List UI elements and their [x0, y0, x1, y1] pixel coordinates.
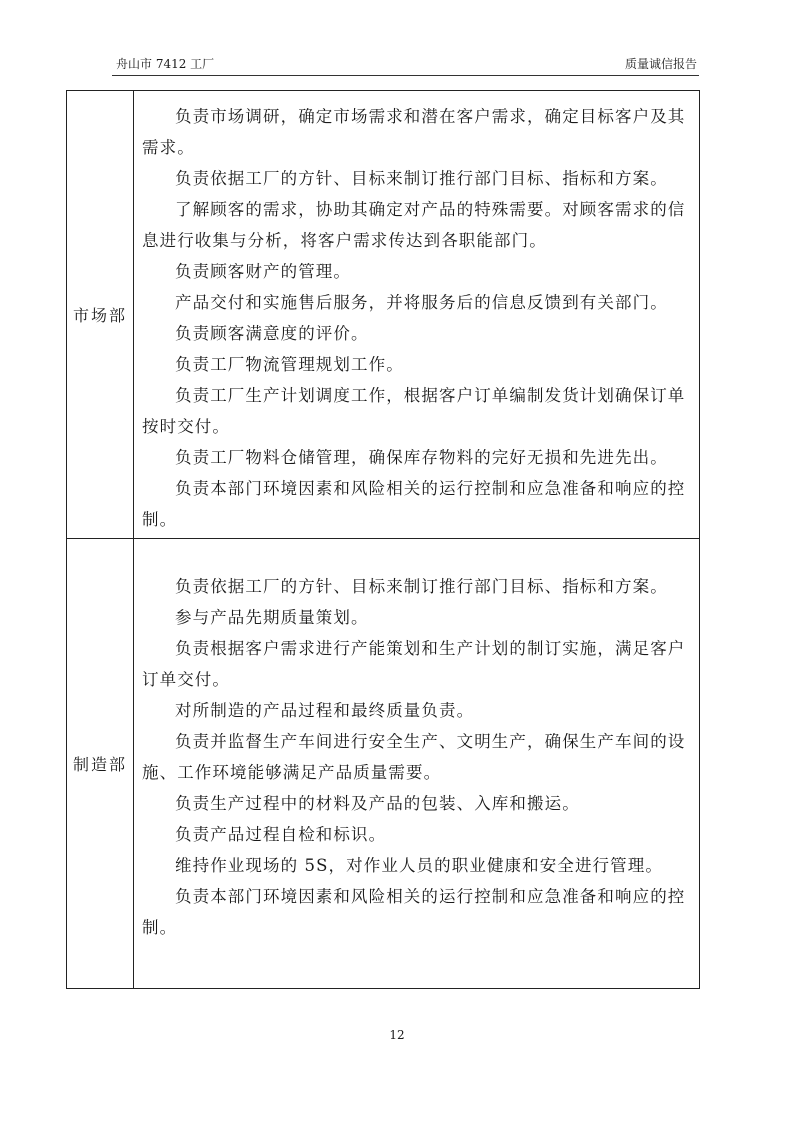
duty-item: 负责工厂生产计划调度工作，根据客户订单编制发货计划确保订单按时交付。: [142, 386, 686, 436]
duty-item: 负责根据客户需求进行产能策划和生产计划的制订实施，满足客户订单交付。: [142, 639, 686, 689]
department-name-market: 市场部: [67, 91, 134, 539]
duty-item: 负责生产过程中的材料及产品的包装、入库和搬运。: [175, 794, 580, 813]
department-duties-market: [134, 91, 700, 539]
duty-item: 产品交付和实施售后服务，并将服务后的信息反馈到有关部门。: [175, 293, 668, 312]
department-name-manufacturing: 制造部: [67, 539, 134, 989]
duty-item: 参与产品先期质量策划。: [175, 608, 369, 627]
duty-item: 负责依据工厂的方针、目标来制订推行部门目标、指标和方案。: [175, 577, 668, 596]
duty-list-market: [134, 101, 699, 535]
duty-item: 负责工厂物流管理规划工作。: [175, 355, 404, 374]
duty-item: 负责依据工厂的方针、目标来制订推行部门目标、指标和方案。: [175, 169, 668, 188]
duty-item: 负责市场调研，确定市场需求和潜在客户需求，确定目标客户及其需求。: [142, 107, 686, 157]
page-header: [112, 55, 699, 76]
duty-list-manufacturing: [134, 571, 699, 943]
duty-item: 负责工厂物料仓储管理，确保库存物料的完好无损和先进先出。: [175, 448, 668, 467]
duty-item: 负责产品过程自检和标识。: [175, 825, 387, 844]
department-duties-table: [66, 90, 700, 989]
duty-item: 负责顾客满意度的评价。: [175, 324, 369, 343]
header-company-name: 舟山市 7412 工厂: [116, 57, 215, 71]
department-duties-manufacturing: [134, 539, 700, 989]
duty-item: 了解顾客的需求，协助其确定对产品的特殊需要。对顾客需求的信息进行收集与分析，将客户需求传达到各职能部门。: [142, 200, 686, 250]
duty-item: 维持作业现场的 5S，对作业人员的职业健康和安全进行管理。: [175, 856, 663, 875]
duty-item: 负责本部门环境因素和风险相关的运行控制和应急准备和响应的控制。: [142, 479, 686, 529]
department-row-market: [67, 91, 700, 539]
department-row-manufacturing: [67, 539, 700, 989]
duty-item: 对所制造的产品过程和最终质量负责。: [175, 701, 475, 720]
duty-item: 负责并监督生产车间进行安全生产、文明生产，确保生产车间的设施、工作环境能够满足产品质量需要。: [142, 732, 686, 782]
duty-item: 负责顾客财产的管理。: [175, 262, 351, 281]
page-number: 12: [389, 1028, 405, 1042]
duty-item: 负责本部门环境因素和风险相关的运行控制和应急准备和响应的控制。: [142, 887, 686, 937]
header-report-title: 质量诚信报告: [624, 57, 697, 71]
